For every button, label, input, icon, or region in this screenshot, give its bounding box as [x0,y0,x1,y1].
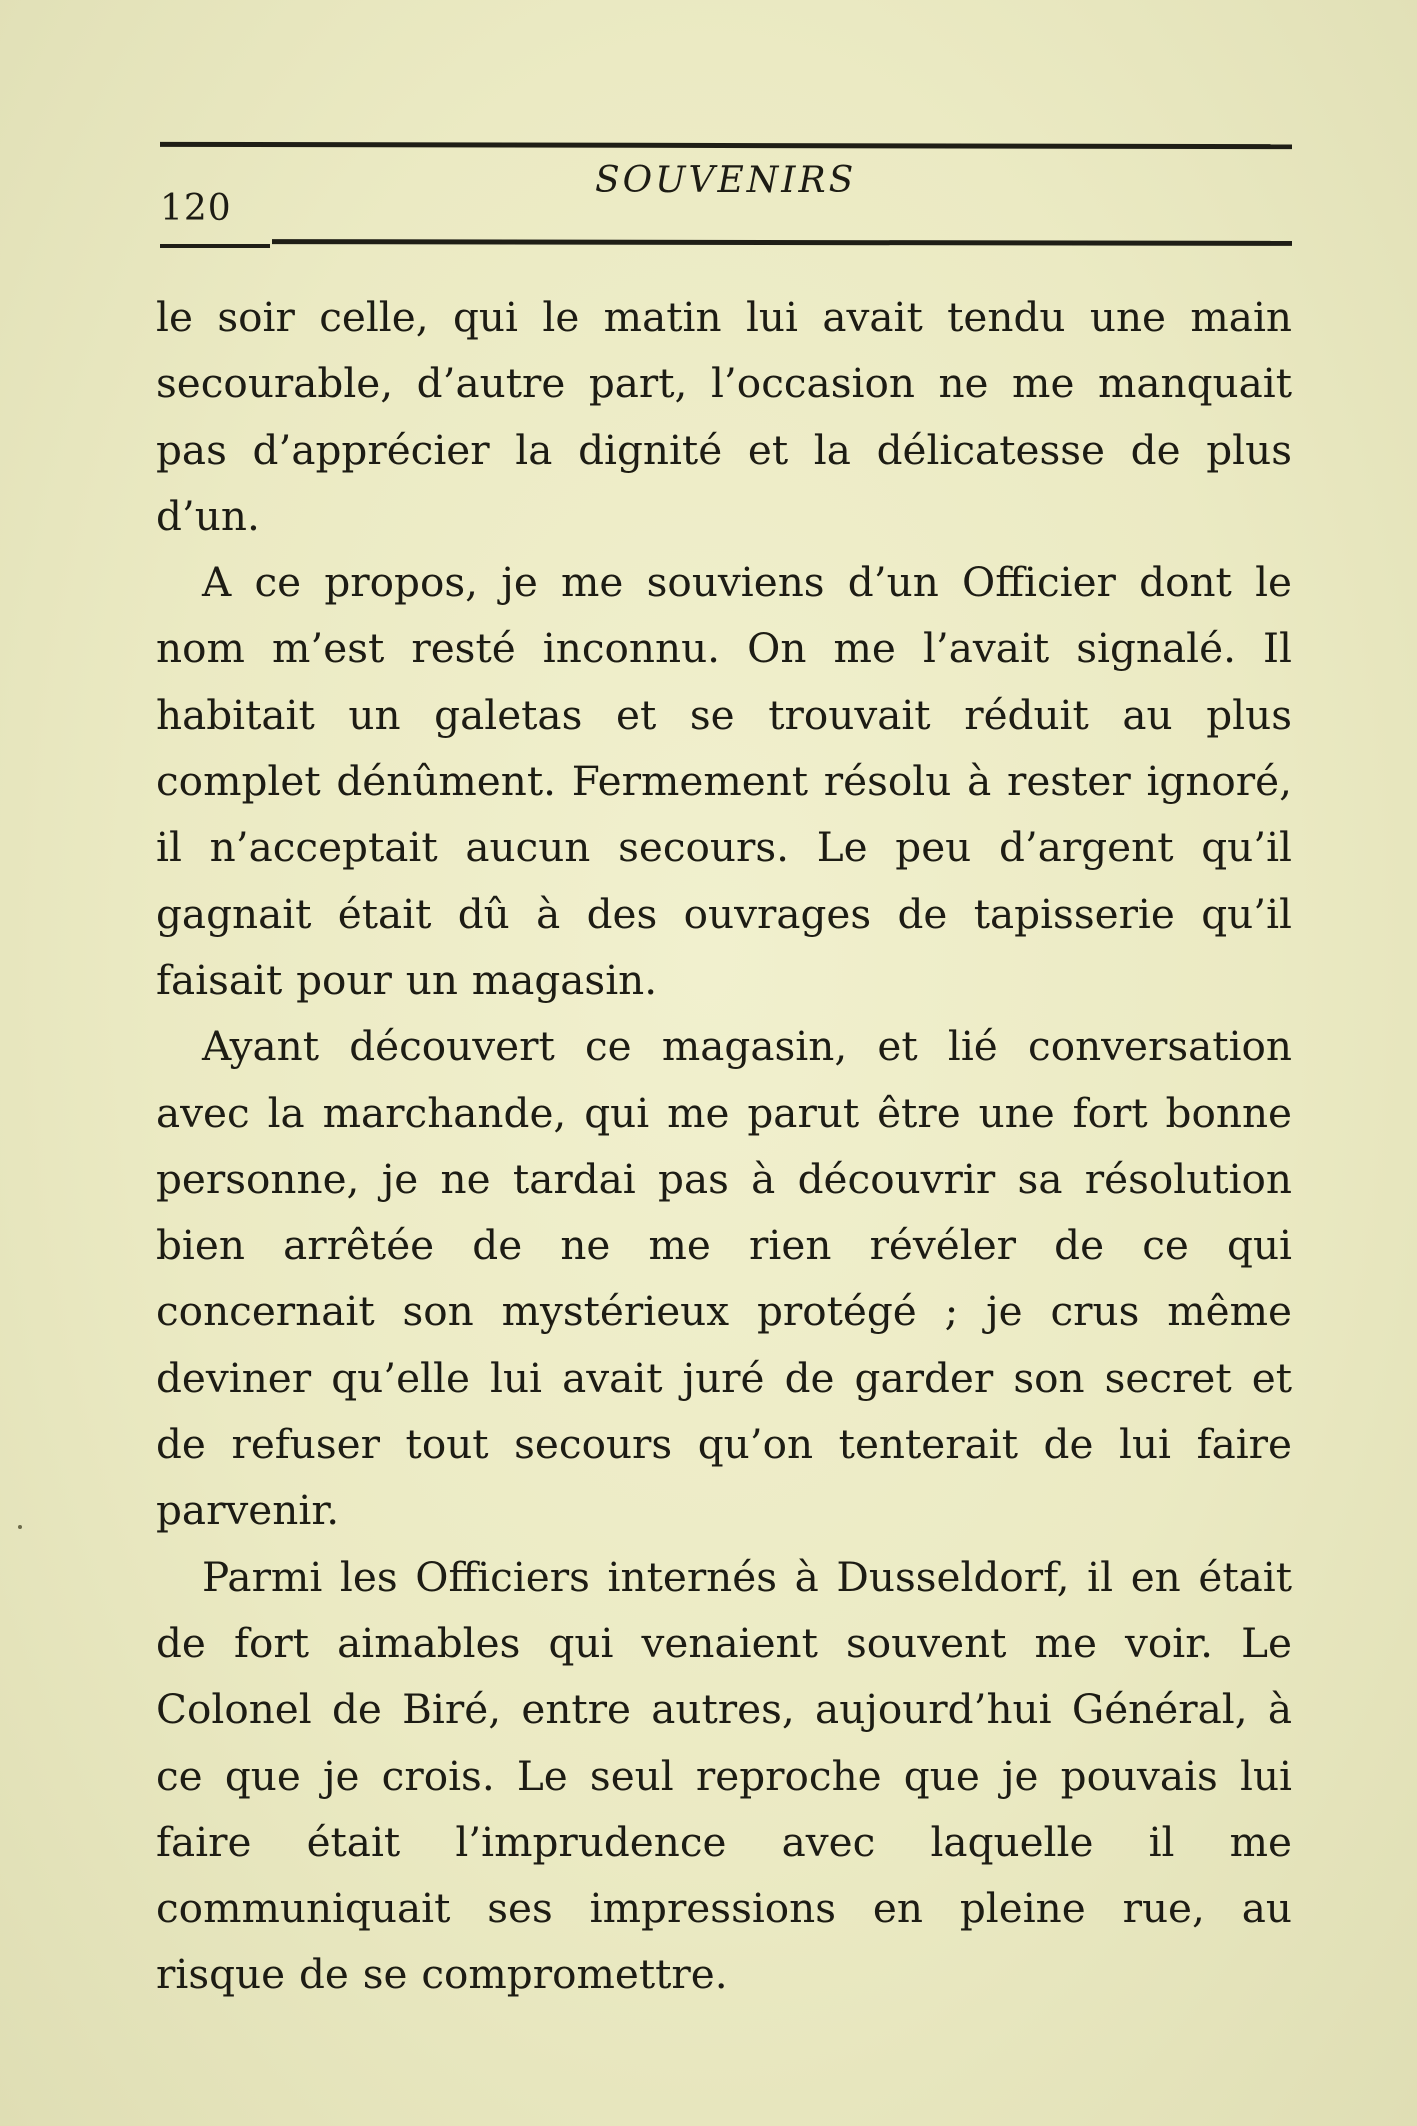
running-title: SOUVENIRS [595,160,857,201]
paragraph: le soir celle, qui le matin lui avait tendu une main secourable, d’autre part, l’occasion ne me manquait pas d’apprécier la dignité et la délicatesse de plus d’un. [156,293,1292,540]
paper-speck [18,1525,22,1529]
paragraph: Ayant découvert ce magasin, et lié conversation avec la marchande, qui me parut être une fort bonne personne, je ne tardai pas à découvrir sa résolution bien arrêtée de ne me rien révéler de ce qui concernait son mystérieux protégé ; je crus même deviner qu’elle lui avait juré de garder son secret et de refuser tout secours qu’on tenterait de lui faire parvenir. [156,1022,1292,1535]
header-rule-top [160,142,1292,149]
paragraph: A ce propos, je me souviens d’un Officier dont le nom m’est resté inconnu. On me l’avait signalé. Il habitait un galetas et se trouvait réduit au plus complet dénûment. Fermement résolu à rester ignoré, il n’acceptait aucun secours. Le peu d’argent qu’il gagnait était dû à des ouvrages de tapisserie qu’il faisait pour un magasin. [156,558,1292,1004]
header-rule-bottom-short [160,244,270,248]
header-rule-bottom-long [272,239,1292,246]
body-text [156,284,1292,2008]
page-number: 120 [160,188,232,229]
paragraph: Parmi les Officiers internés à Dusseldorf, il en était de fort aimables qui venaient souvent me voir. Le Colonel de Biré, entre autres, aujourd’hui Général, à ce que je crois. Le seul reproche que je pouvais lui faire était l’imprudence avec laquelle il me communiquait ses impressions en pleine rue, au risque de se compromettre. [156,1552,1292,1999]
